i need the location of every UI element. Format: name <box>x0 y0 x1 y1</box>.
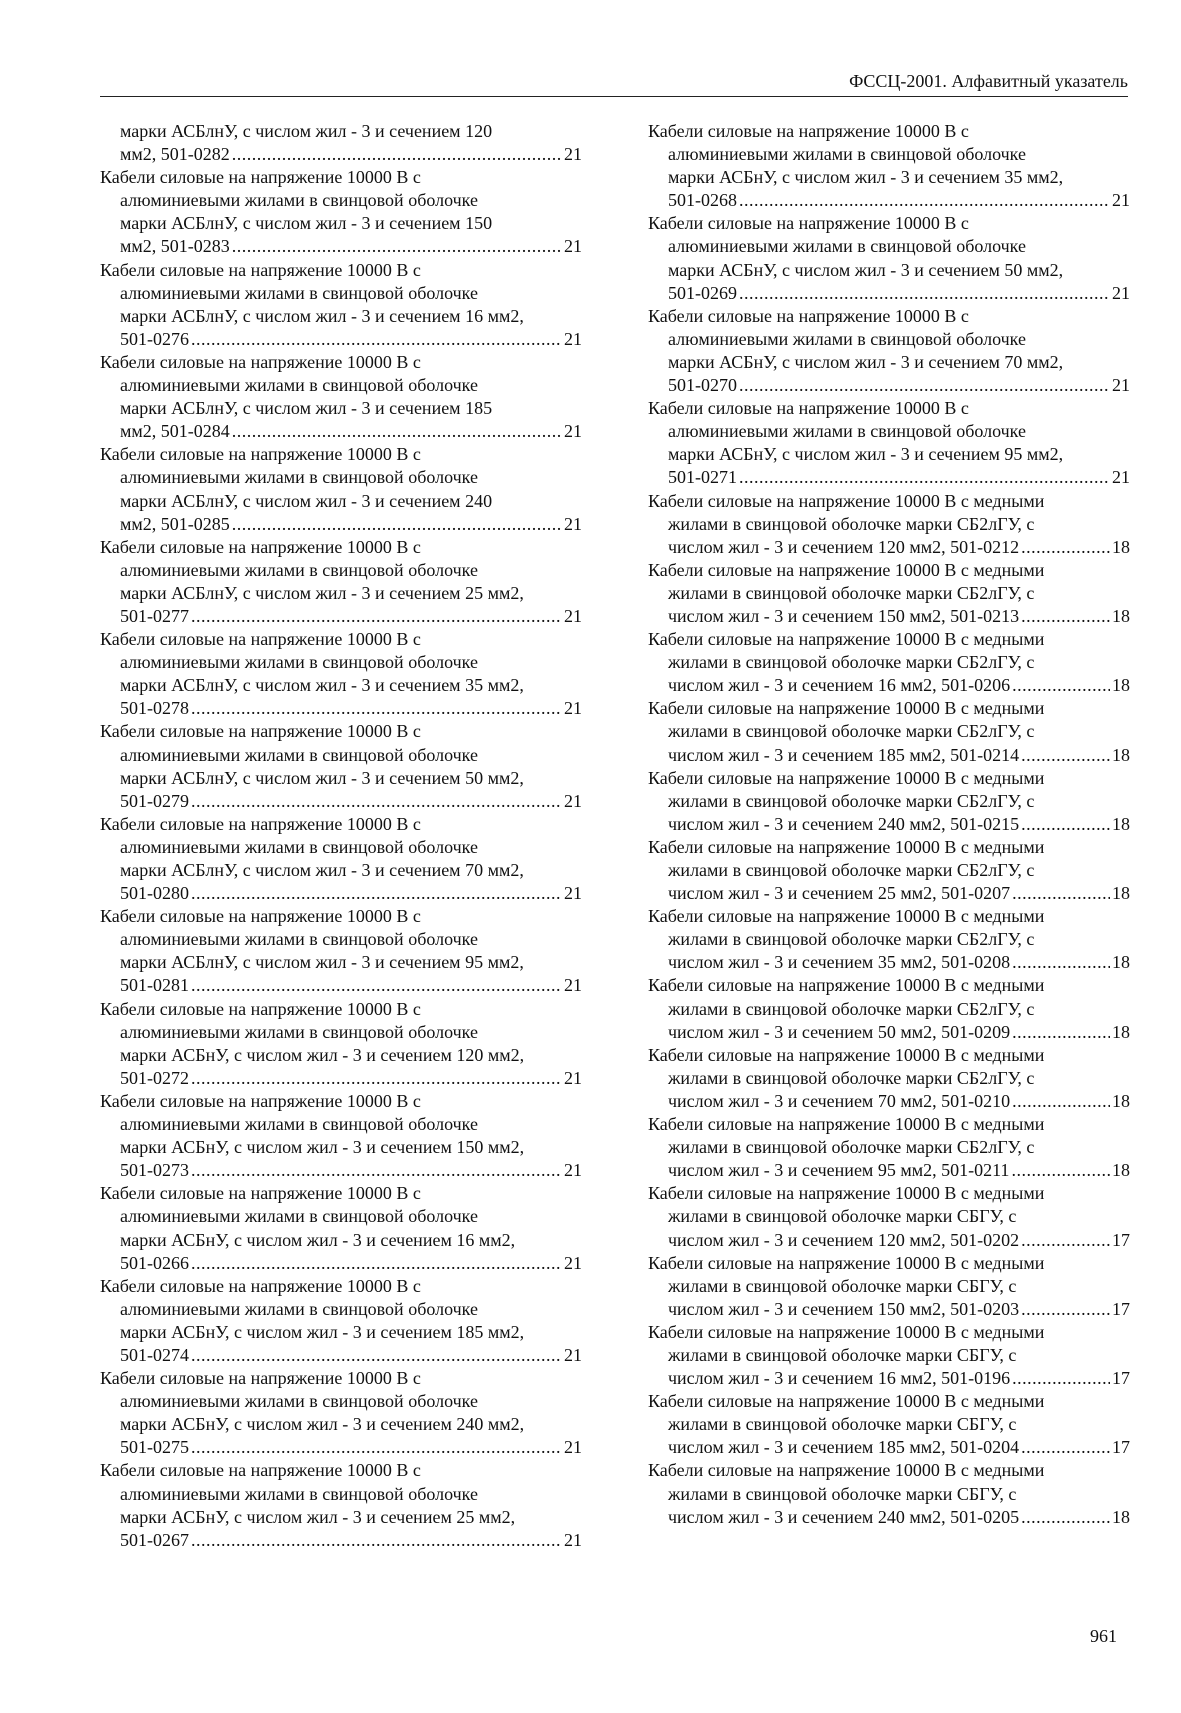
entry-last-line <box>648 744 1130 767</box>
index-entry <box>648 1252 1130 1321</box>
index-entry <box>100 1182 582 1274</box>
entry-text-line: Кабели силовые на напряжение 10000 В с <box>100 998 421 1019</box>
index-entry <box>648 767 1130 836</box>
dot-leader <box>1021 1436 1110 1459</box>
entry-code: числом жил - 3 и сечением 70 мм2, 501-0210 <box>668 1090 1011 1111</box>
dot-leader <box>232 143 562 166</box>
entry-text-line: Кабели силовые на напряжение 10000 В с <box>648 398 969 419</box>
entry-page-ref: 21 <box>564 421 582 442</box>
entry-page-ref: 21 <box>1112 375 1130 396</box>
entry-text-line: Кабели силовые на напряжение 10000 В с <box>100 1183 421 1204</box>
entry-last-line <box>648 374 1130 397</box>
entry-text-line: марки АСБнУ, с числом жил - 3 и сечением 25 мм2, <box>120 1506 516 1527</box>
entry-text-line: марки АСБлнУ, с числом жил - 3 и сечением 50 мм2, <box>120 767 524 788</box>
dot-leader <box>191 1436 562 1459</box>
entry-text-line: Кабели силовые на напряжение 10000 В с медными <box>648 975 1045 996</box>
entry-text-line: алюминиевыми жилами в свинцовой оболочке <box>120 1206 478 1227</box>
entry-text-line: алюминиевыми жилами в свинцовой оболочке <box>120 1483 478 1504</box>
entry-code: числом жил - 3 и сечением 240 мм2, 501-0205 <box>668 1506 1020 1527</box>
entry-code: числом жил - 3 и сечением 95 мм2, 501-0211 <box>668 1160 1010 1181</box>
dot-leader <box>739 374 1110 397</box>
index-entry <box>648 1390 1130 1459</box>
index-entry <box>100 259 582 351</box>
dot-leader <box>1021 1506 1110 1529</box>
entry-last-line <box>100 513 582 536</box>
entry-last-line <box>100 605 582 628</box>
entry-text-line: марки АСБлнУ, с числом жил - 3 и сечением 95 мм2, <box>120 952 524 973</box>
index-entry <box>648 212 1130 304</box>
entry-text-line: Кабели силовые на напряжение 10000 В с медными <box>648 559 1045 580</box>
entry-page-ref: 18 <box>1112 1160 1130 1181</box>
entry-text-line: марки АСБнУ, с числом жил - 3 и сечением 35 мм2, <box>668 167 1064 188</box>
entry-text-line: марки АСБнУ, с числом жил - 3 и сечением 70 мм2, <box>668 351 1064 372</box>
entry-page-ref: 18 <box>1112 1021 1130 1042</box>
entry-page-ref: 17 <box>1112 1437 1130 1458</box>
entry-last-line <box>100 420 582 443</box>
entry-text-line: алюминиевыми жилами в свинцовой оболочке <box>120 1391 478 1412</box>
running-header <box>100 70 1128 97</box>
dot-leader <box>1012 1021 1110 1044</box>
entry-page-ref: 21 <box>564 1437 582 1458</box>
index-column-left <box>100 120 582 1552</box>
entry-page-ref: 21 <box>564 1344 582 1365</box>
entry-text-line: Кабели силовые на напряжение 10000 В с <box>100 536 421 557</box>
entry-text-line: алюминиевыми жилами в свинцовой оболочке <box>668 421 1026 442</box>
entry-page-ref: 18 <box>1112 883 1130 904</box>
entry-page-ref: 21 <box>564 883 582 904</box>
entry-text-line: Кабели силовые на напряжение 10000 В с <box>100 721 421 742</box>
entry-text-line: жилами в свинцовой оболочке марки СБ2лГУ, с <box>668 860 1035 880</box>
entry-text-line: марки АСБнУ, с числом жил - 3 и сечением 120 мм2, <box>120 1044 525 1065</box>
index-entry <box>648 305 1130 397</box>
entry-last-line <box>648 1436 1130 1459</box>
index-entry <box>648 905 1130 974</box>
index-entry <box>100 905 582 997</box>
entry-text-line: Кабели силовые на напряжение 10000 В с <box>100 1368 421 1389</box>
entry-code: мм2, 501-0282 <box>120 144 230 165</box>
dot-leader <box>191 328 562 351</box>
index-entry <box>100 1459 582 1551</box>
entry-page-ref: 18 <box>1112 1090 1130 1111</box>
entry-page-ref: 21 <box>564 1067 582 1088</box>
entry-text-line: Кабели силовые на напряжение 10000 В с медными <box>648 1391 1045 1412</box>
index-entry <box>648 120 1130 212</box>
entry-page-ref: 17 <box>1112 1298 1130 1319</box>
entry-page-ref: 18 <box>1112 1506 1130 1527</box>
entry-text-line: жилами в свинцовой оболочке марки СБГУ, с <box>668 1483 1017 1504</box>
dot-leader <box>739 282 1110 305</box>
entry-text-line: жилами в свинцовой оболочке марки СБ2лГУ, с <box>668 790 1035 811</box>
entry-last-line <box>100 328 582 351</box>
entry-text-line: марки АСБнУ, с числом жил - 3 и сечением 150 мм2, <box>120 1137 525 1158</box>
entry-last-line <box>648 1367 1130 1390</box>
entry-code: числом жил - 3 и сечением 120 мм2, 501-0202 <box>668 1229 1020 1250</box>
index-entry <box>648 1113 1130 1182</box>
entry-code: мм2, 501-0284 <box>120 421 230 442</box>
entry-text-line: алюминиевыми жилами в свинцовой оболочке <box>120 467 478 488</box>
entry-page-ref: 21 <box>564 605 582 626</box>
entry-page-ref: 21 <box>564 790 582 811</box>
entry-text-line: алюминиевыми жилами в свинцовой оболочке <box>120 559 478 580</box>
dot-leader <box>232 420 562 443</box>
index-entry <box>648 628 1130 697</box>
entry-code: 501-0274 <box>120 1344 189 1365</box>
dot-leader <box>191 1067 562 1090</box>
dot-leader <box>1011 1159 1110 1182</box>
entry-text-line: алюминиевыми жилами в свинцовой оболочке <box>120 282 478 303</box>
entry-last-line <box>648 1298 1130 1321</box>
entry-text-line: Кабели силовые на напряжение 10000 В с <box>100 906 421 927</box>
entry-text-line: жилами в свинцовой оболочке марки СБГУ, с <box>668 1414 1017 1435</box>
entry-code: числом жил - 3 и сечением 240 мм2, 501-0215 <box>668 813 1020 834</box>
index-entry <box>100 998 582 1090</box>
entry-text-line: жилами в свинцовой оболочке марки СБ2лГУ, с <box>668 1067 1035 1088</box>
entry-page-ref: 21 <box>564 513 582 534</box>
entry-text-line: марки АСБнУ, с числом жил - 3 и сечением 16 мм2, <box>120 1229 516 1250</box>
dot-leader <box>1021 1298 1110 1321</box>
entry-text-line: жилами в свинцовой оболочке марки СБ2лГУ, с <box>668 721 1035 742</box>
entry-code: числом жил - 3 и сечением 50 мм2, 501-0209 <box>668 1021 1011 1042</box>
entry-text-line: алюминиевыми жилами в свинцовой оболочке <box>120 1114 478 1135</box>
entry-text-line: алюминиевыми жилами в свинцовой оболочке <box>668 144 1026 165</box>
index-entry <box>100 351 582 443</box>
dot-leader <box>191 790 562 813</box>
entry-code: 501-0277 <box>120 605 189 626</box>
entry-text-line: Кабели силовые на напряжение 10000 В с медными <box>648 1044 1045 1065</box>
entry-page-ref: 21 <box>564 975 582 996</box>
dot-leader <box>191 1529 562 1552</box>
entry-last-line <box>100 882 582 905</box>
entry-code: 501-0267 <box>120 1529 189 1550</box>
index-entry <box>100 1367 582 1459</box>
entry-page-ref: 18 <box>1112 813 1130 834</box>
entry-text-line: алюминиевыми жилами в свинцовой оболочке <box>668 328 1026 349</box>
index-entry <box>100 443 582 535</box>
dot-leader <box>191 1344 562 1367</box>
index-entry <box>100 120 582 166</box>
entry-text-line: Кабели силовые на напряжение 10000 В с медными <box>648 698 1045 719</box>
entry-text-line: жилами в свинцовой оболочке марки СБ2лГУ, с <box>668 929 1035 950</box>
entry-code: числом жил - 3 и сечением 185 мм2, 501-0214 <box>668 744 1020 765</box>
dot-leader <box>1012 674 1110 697</box>
entry-page-ref: 21 <box>1112 282 1130 303</box>
entry-text-line: Кабели силовые на напряжение 10000 В с медными <box>648 1114 1045 1135</box>
dot-leader <box>1021 813 1110 836</box>
entry-text-line: Кабели силовые на напряжение 10000 В с медными <box>648 836 1045 857</box>
entry-code: числом жил - 3 и сечением 120 мм2, 501-0212 <box>668 536 1020 557</box>
index-entry <box>648 1044 1130 1113</box>
dot-leader <box>191 1159 562 1182</box>
entry-text-line: жилами в свинцовой оболочке марки СБ2лГУ, с <box>668 582 1035 603</box>
entry-text-line: Кабели силовые на напряжение 10000 В с <box>100 444 421 465</box>
entry-text-line: марки АСБлнУ, с числом жил - 3 и сечением 16 мм2, <box>120 305 524 326</box>
dot-leader <box>191 1252 562 1275</box>
dot-leader <box>1012 951 1110 974</box>
entry-code: 501-0272 <box>120 1067 189 1088</box>
entry-last-line <box>648 605 1130 628</box>
entry-page-ref: 18 <box>1112 744 1130 765</box>
index-entry <box>100 536 582 628</box>
entry-code: числом жил - 3 и сечением 185 мм2, 501-0204 <box>668 1437 1020 1458</box>
entry-text-line: алюминиевыми жилами в свинцовой оболочке <box>120 1298 478 1319</box>
entry-text-line: жилами в свинцовой оболочке марки СБ2лГУ, с <box>668 652 1035 673</box>
index-entry <box>648 559 1130 628</box>
dot-leader <box>1021 536 1110 559</box>
entry-page-ref: 21 <box>564 1529 582 1550</box>
entry-page-ref: 18 <box>1112 952 1130 973</box>
entry-code: 501-0278 <box>120 698 189 719</box>
entry-last-line <box>100 235 582 258</box>
entry-code: 501-0280 <box>120 883 189 904</box>
entry-text-line: жилами в свинцовой оболочке марки СБ2лГУ, с <box>668 1137 1035 1158</box>
entry-last-line <box>100 143 582 166</box>
entry-code: 501-0275 <box>120 1437 189 1458</box>
entry-last-line <box>648 882 1130 905</box>
index-entry <box>100 813 582 905</box>
entry-text-line: Кабели силовые на напряжение 10000 В с медными <box>648 1321 1045 1342</box>
dot-leader <box>191 882 562 905</box>
entry-code: 501-0276 <box>120 328 189 349</box>
entry-code: числом жил - 3 и сечением 150 мм2, 501-0213 <box>668 605 1020 626</box>
entry-code: 501-0269 <box>668 282 737 303</box>
entry-text-line: алюминиевыми жилами в свинцовой оболочке <box>668 236 1026 257</box>
dot-leader <box>1012 1090 1110 1113</box>
entry-page-ref: 21 <box>564 1160 582 1181</box>
entry-last-line <box>648 674 1130 697</box>
entry-text-line: Кабели силовые на напряжение 10000 В с <box>648 213 969 234</box>
dot-leader <box>739 189 1110 212</box>
entry-text-line: алюминиевыми жилами в свинцовой оболочке <box>120 190 478 211</box>
entry-last-line <box>648 1159 1130 1182</box>
entry-page-ref: 18 <box>1112 605 1130 626</box>
entry-page-ref: 21 <box>564 144 582 165</box>
index-entry <box>100 720 582 812</box>
entry-text-line: Кабели силовые на напряжение 10000 В с <box>100 629 421 650</box>
entry-page-ref: 21 <box>1112 467 1130 488</box>
entry-code: числом жил - 3 и сечением 16 мм2, 501-0206 <box>668 675 1011 696</box>
entry-text-line: Кабели силовые на напряжение 10000 В с медными <box>648 1460 1045 1481</box>
entry-text-line: алюминиевыми жилами в свинцовой оболочке <box>120 375 478 396</box>
header-title: ФССЦ-2001. Алфавитный указатель <box>849 71 1128 91</box>
entry-text-line: марки АСБлнУ, с числом жил - 3 и сечением 120 <box>120 121 493 141</box>
dot-leader <box>1021 1229 1110 1252</box>
entry-last-line <box>100 1529 582 1552</box>
dot-leader <box>1021 744 1110 767</box>
entry-text-line: Кабели силовые на напряжение 10000 В с <box>648 305 969 326</box>
entry-last-line <box>648 1021 1130 1044</box>
index-entry <box>648 397 1130 489</box>
entry-text-line: марки АСБлнУ, с числом жил - 3 и сечением 25 мм2, <box>120 582 524 603</box>
entry-page-ref: 21 <box>564 236 582 257</box>
index-entry <box>648 1459 1130 1528</box>
index-entry <box>648 974 1130 1043</box>
entry-code: 501-0266 <box>120 1252 189 1273</box>
entry-text-line: Кабели силовые на напряжение 10000 В с медными <box>648 1252 1045 1273</box>
entry-text-line: Кабели силовые на напряжение 10000 В с <box>100 167 421 188</box>
entry-last-line <box>648 1229 1130 1252</box>
entry-text-line: алюминиевыми жилами в свинцовой оболочке <box>120 929 478 950</box>
entry-text-line: алюминиевыми жилами в свинцовой оболочке <box>120 744 478 765</box>
entry-text-line: алюминиевыми жилами в свинцовой оболочке <box>120 1021 478 1042</box>
index-entry <box>648 1321 1130 1390</box>
entry-code: 501-0271 <box>668 467 737 488</box>
entry-text-line: марки АСБнУ, с числом жил - 3 и сечением 185 мм2, <box>120 1321 525 1342</box>
entry-text-line: Кабели силовые на напряжение 10000 В с <box>100 1460 421 1481</box>
entry-last-line <box>648 466 1130 489</box>
entry-code: числом жил - 3 и сечением 16 мм2, 501-0196 <box>668 1368 1011 1389</box>
entry-page-ref: 21 <box>564 698 582 719</box>
dot-leader <box>191 974 562 997</box>
entry-text-line: марки АСБлнУ, с числом жил - 3 и сечением 70 мм2, <box>120 860 524 880</box>
entry-text-line: Кабели силовые на напряжение 10000 В с медными <box>648 490 1045 511</box>
entry-last-line <box>100 1159 582 1182</box>
dot-leader <box>1021 605 1110 628</box>
entry-page-ref: 21 <box>564 1252 582 1273</box>
entry-text-line: алюминиевыми жилами в свинцовой оболочке <box>120 652 478 673</box>
entry-last-line <box>648 951 1130 974</box>
entry-code: числом жил - 3 и сечением 150 мм2, 501-0203 <box>668 1298 1020 1319</box>
entry-text-line: жилами в свинцовой оболочке марки СБ2лГУ, с <box>668 998 1035 1019</box>
entry-text-line: Кабели силовые на напряжение 10000 В с <box>100 813 421 834</box>
index-entry <box>100 166 582 258</box>
entry-last-line <box>100 974 582 997</box>
entry-page-ref: 17 <box>1112 1229 1130 1250</box>
entry-code: 501-0273 <box>120 1160 189 1181</box>
entry-text-line: марки АСБлнУ, с числом жил - 3 и сечением 35 мм2, <box>120 675 524 696</box>
entry-last-line <box>648 189 1130 212</box>
entry-text-line: Кабели силовые на напряжение 10000 В с медными <box>648 1183 1045 1204</box>
index-entry <box>648 697 1130 766</box>
dot-leader <box>232 235 562 258</box>
entry-code: числом жил - 3 и сечением 35 мм2, 501-0208 <box>668 952 1011 973</box>
index-column-right <box>648 120 1130 1529</box>
dot-leader <box>1012 1367 1110 1390</box>
entry-page-ref: 21 <box>1112 190 1130 211</box>
entry-text-line: жилами в свинцовой оболочке марки СБГУ, с <box>668 1275 1017 1296</box>
dot-leader <box>191 697 562 720</box>
entry-code: мм2, 501-0285 <box>120 513 230 534</box>
page-number: 961 <box>1090 1626 1117 1646</box>
entry-page-ref: 18 <box>1112 536 1130 557</box>
index-entry <box>648 836 1130 905</box>
entry-page-ref: 18 <box>1112 675 1130 696</box>
entry-text-line: жилами в свинцовой оболочке марки СБГУ, с <box>668 1206 1017 1227</box>
entry-code: мм2, 501-0283 <box>120 236 230 257</box>
index-entry <box>648 1182 1130 1251</box>
entry-text-line: жилами в свинцовой оболочке марки СБГУ, с <box>668 1344 1017 1365</box>
entry-last-line <box>100 790 582 813</box>
index-entry <box>100 1275 582 1367</box>
index-entry <box>648 490 1130 559</box>
entry-page-ref: 21 <box>564 328 582 349</box>
entry-text-line: Кабели силовые на напряжение 10000 В с медными <box>648 906 1045 927</box>
entry-last-line <box>648 1506 1130 1529</box>
entry-text-line: марки АСБлнУ, с числом жил - 3 и сечением 185 <box>120 398 493 419</box>
entry-code: 501-0270 <box>668 375 737 396</box>
entry-code: 501-0281 <box>120 975 189 996</box>
entry-text-line: марки АСБнУ, с числом жил - 3 и сечением 95 мм2, <box>668 444 1064 465</box>
entry-code: числом жил - 3 и сечением 25 мм2, 501-0207 <box>668 883 1011 904</box>
entry-text-line: Кабели силовые на напряжение 10000 В с <box>648 121 969 141</box>
entry-last-line <box>100 1252 582 1275</box>
entry-last-line <box>648 536 1130 559</box>
entry-page-ref: 17 <box>1112 1368 1130 1389</box>
entry-text-line: марки АСБлнУ, с числом жил - 3 и сечением 240 <box>120 490 493 511</box>
index-entry <box>100 628 582 720</box>
dot-leader <box>739 466 1110 489</box>
dot-leader <box>191 605 562 628</box>
entry-last-line <box>100 697 582 720</box>
entry-text-line: Кабели силовые на напряжение 10000 В с <box>100 1275 421 1296</box>
entry-text-line: Кабели силовые на напряжение 10000 В с медными <box>648 767 1045 788</box>
entry-text-line: алюминиевыми жилами в свинцовой оболочке <box>120 836 478 857</box>
dot-leader <box>232 513 562 536</box>
entry-text-line: марки АСБнУ, с числом жил - 3 и сечением 240 мм2, <box>120 1414 525 1435</box>
entry-last-line <box>648 813 1130 836</box>
entry-code: 501-0279 <box>120 790 189 811</box>
index-entry <box>100 1090 582 1182</box>
entry-last-line <box>100 1344 582 1367</box>
entry-last-line <box>100 1436 582 1459</box>
entry-last-line <box>648 1090 1130 1113</box>
entry-text-line: жилами в свинцовой оболочке марки СБ2лГУ, с <box>668 513 1035 534</box>
dot-leader <box>1012 882 1110 905</box>
entry-text-line: Кабели силовые на напряжение 10000 В с медными <box>648 629 1045 650</box>
entry-text-line: марки АСБнУ, с числом жил - 3 и сечением 50 мм2, <box>668 259 1064 280</box>
entry-text-line: Кабели силовые на напряжение 10000 В с <box>100 351 421 372</box>
entry-text-line: Кабели силовые на напряжение 10000 В с <box>100 1090 421 1111</box>
entry-text-line: Кабели силовые на напряжение 10000 В с <box>100 259 421 280</box>
entry-text-line: марки АСБлнУ, с числом жил - 3 и сечением 150 <box>120 213 493 234</box>
entry-last-line <box>100 1067 582 1090</box>
entry-code: 501-0268 <box>668 190 737 211</box>
entry-last-line <box>648 282 1130 305</box>
